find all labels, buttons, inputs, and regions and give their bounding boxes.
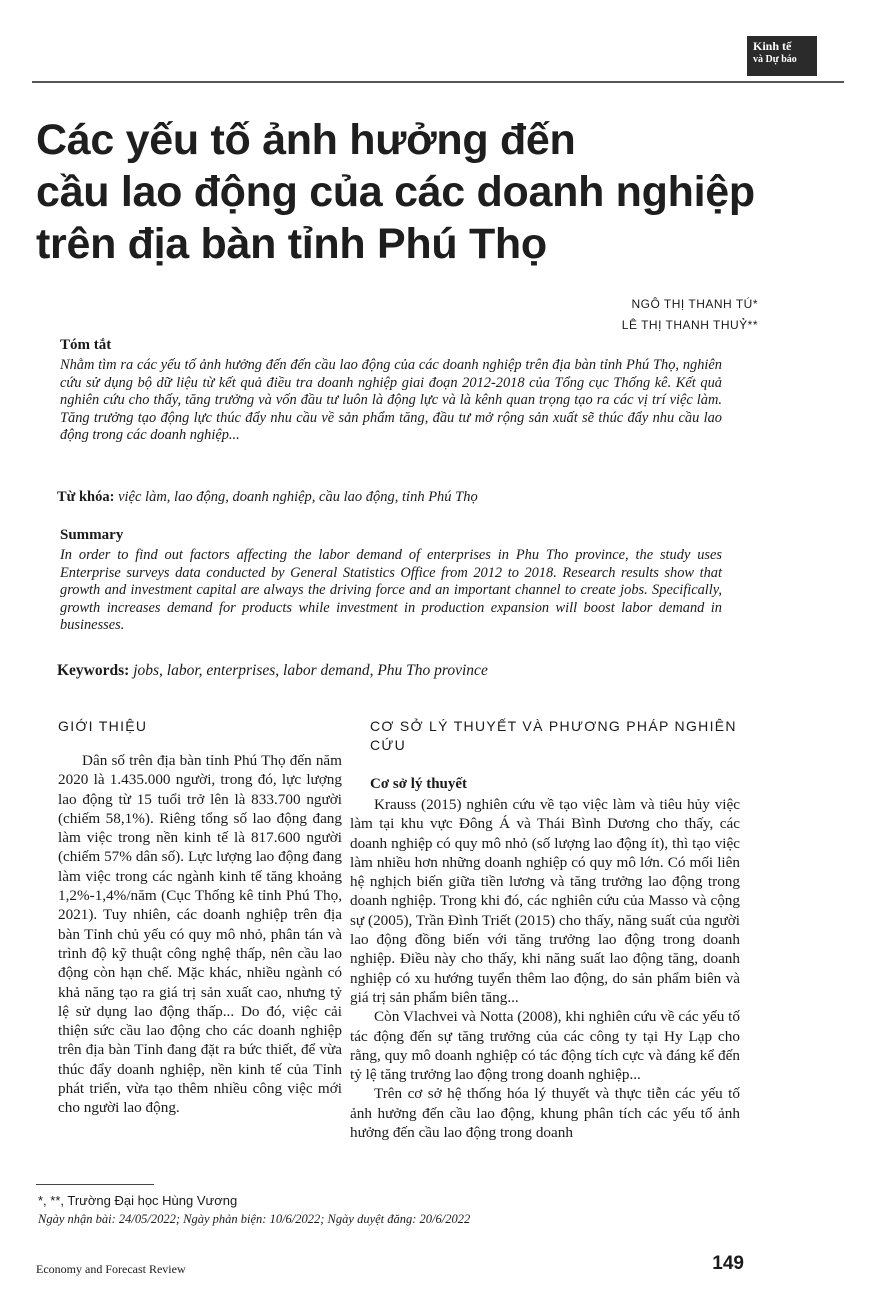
keywords-en	[57, 662, 488, 680]
journal-name: Economy and Forecast Review	[36, 1262, 186, 1276]
author-2: LÊ THỊ THANH THUỶ**	[621, 318, 758, 332]
title-line-3: trên địa bàn tỉnh Phú Thọ	[36, 220, 547, 268]
keywords-en-label: Keywords:	[57, 662, 130, 679]
title-line-2: cầu lao động của các doanh nghiệp	[36, 168, 755, 216]
keywords-vi-label: Từ khóa:	[57, 489, 115, 505]
article-title	[36, 114, 816, 270]
abstract-vi-text: Nhằm tìm ra các yếu tố ảnh hưởng đến đến cầu lao động của các doanh nghiệp trên địa bàn tỉnh Phú Thọ, nghiên cứu sử dụng bộ dữ liệu từ kết quả điều tra doanh nghiệp giai đoạn 2012-2018 của Tổng cục Thống kê. Kết quả nghiên cứu cho thấy, tăng trưởng và vốn đầu tư luôn là động lực và là kênh quan trọng tạo ra các vị trí việc làm. Tăng trưởng tạo động lực thúc đẩy nhu cầu về sản phẩm tăng, đầu tư mở rộng sản xuất sẽ thúc đẩy nhu cầu lao động trong các doanh nghiệp...	[60, 357, 722, 444]
keywords-vi	[57, 489, 478, 506]
badge-line-1: Kinh tế	[753, 39, 792, 53]
author-1: NGÔ THỊ THANH TÚ*	[631, 297, 758, 311]
keywords-vi-text: việc làm, lao động, doanh nghiệp, cầu lao động, tỉnh Phú Thọ	[118, 489, 478, 505]
intro-heading: GIỚI THIỆU	[58, 718, 148, 734]
theory-paragraph-3: Trên cơ sở hệ thống hóa lý thuyết và thực tiễn các yếu tố ảnh hưởng đến cầu lao động, khung phân tích các yếu tố ảnh hưởng đến cầu lao động trong doanh	[350, 1085, 740, 1142]
intro-paragraph: Dân số trên địa bàn tỉnh Phú Thọ đến năm 2020 là 1.435.000 người, trong đó, lực lượng lao động từ 15 tuổi trở lên là 833.700 người (chiếm 58,1%). Riêng tổng số lao động đang làm việc trong nền kinh tế là 817.600 người (chiếm 57% dân số). Lực lượng lao động đang làm việc trong các ngành kinh tế tăng khoảng 1,2%-1,4%/năm (Cục Thống kê tỉnh Phú Thọ, 2021). Tuy nhiên, các doanh nghiệp trên địa bàn Tỉnh chủ yếu có quy mô nhỏ, phân tán và trình độ kỹ thuật công nghệ thấp, nên cầu lao động còn hạn chế. Mặc khác, nhiều ngành có khả năng tạo ra giá trị sản xuất cao, nhưng tỷ lệ sử dụng lao động thấp... Do đó, việc cải thiện sức cầu lao động cho các doanh nghiệp trên địa bàn Tỉnh đang đặt ra bức thiết, để vừa thúc đẩy doanh nghiệp, nền kinh tế của Tỉnh phát triển, vừa tạo thêm nhiều công việc mới cho người lao động.	[58, 752, 342, 1117]
badge-line-2: và Dự báo	[753, 54, 797, 65]
intro-column	[58, 751, 342, 1118]
title-line-1: Các yếu tố ảnh hưởng đến	[36, 116, 576, 164]
page-number: 149	[712, 1253, 744, 1274]
submission-dates: Ngày nhận bài: 24/05/2022; Ngày phản biện: 10/6/2022; Ngày duyệt đăng: 20/6/2022	[38, 1212, 471, 1226]
theory-paragraph-1: Krauss (2015) nghiên cứu về tạo việc làm và tiêu hủy việc làm tại khu vực Đông Á và Thái Bình Dương cho thấy, các doanh nghiệp có quy mô nhỏ (số lượng lao động ít), thì tạo việc làm nhiều hơn những doanh nghiệp có quy mô lớn. Có mối liên hệ nghịch biến giữa tiền lương và tăng trưởng lao động trong doanh nghiệp. Trong khi đó, các nghiên cứu của Masso và cộng sự (2005), Trần Đình Triết (2015) cho thấy, năng suất của người lao động đồng biến với tăng trưởng lao động trong doanh nghiệp. Điều này cho thấy, khi năng suất lao động tăng, doanh nghiệp có xu hướng tuyển thêm lao động, do sản phẩm biên và giá trị sản phẩm biên tăng...	[350, 796, 740, 1006]
affiliation-footnote: *, **, Trường Đại học Hùng Vương	[38, 1193, 238, 1208]
abstract-en-text: In order to find out factors affecting the labor demand of enterprises in Phu Tho province, the study uses Enterprise surveys data conducted by General Statistics Office from 2012 to 2018. Research results show that growth and investment capital are always the driving force and an important channel to create jobs. Specifically, growth increases demand for products while investment in production expansion will boost labor demand in businesses.	[60, 547, 722, 634]
theory-column	[350, 795, 740, 1142]
header-rule	[32, 81, 844, 83]
theory-heading: CƠ SỞ LÝ THUYẾT VÀ PHƯƠNG PHÁP NGHIÊN CỨU	[370, 718, 737, 753]
abstract-vi-heading: Tóm tắt	[60, 337, 112, 353]
theory-subheading: Cơ sở lý thuyết	[370, 776, 468, 792]
footnote-rule	[36, 1184, 154, 1185]
theory-paragraph-2: Còn Vlachvei và Notta (2008), khi nghiên cứu về các yếu tố tác động đến sự tăng trưởng của các công ty tại Hy Lạp cho rằng, quy mô doanh nghiệp có tác động tích cực và đáng kể đến tỷ lệ tăng trưởng lao động trong doanh nghiệp...	[350, 1008, 740, 1084]
journal-badge	[747, 36, 817, 76]
abstract-en-heading: Summary	[60, 527, 124, 543]
author-list	[622, 294, 758, 336]
keywords-en-text: jobs, labor, enterprises, labor demand, Phu Tho province	[133, 662, 488, 679]
